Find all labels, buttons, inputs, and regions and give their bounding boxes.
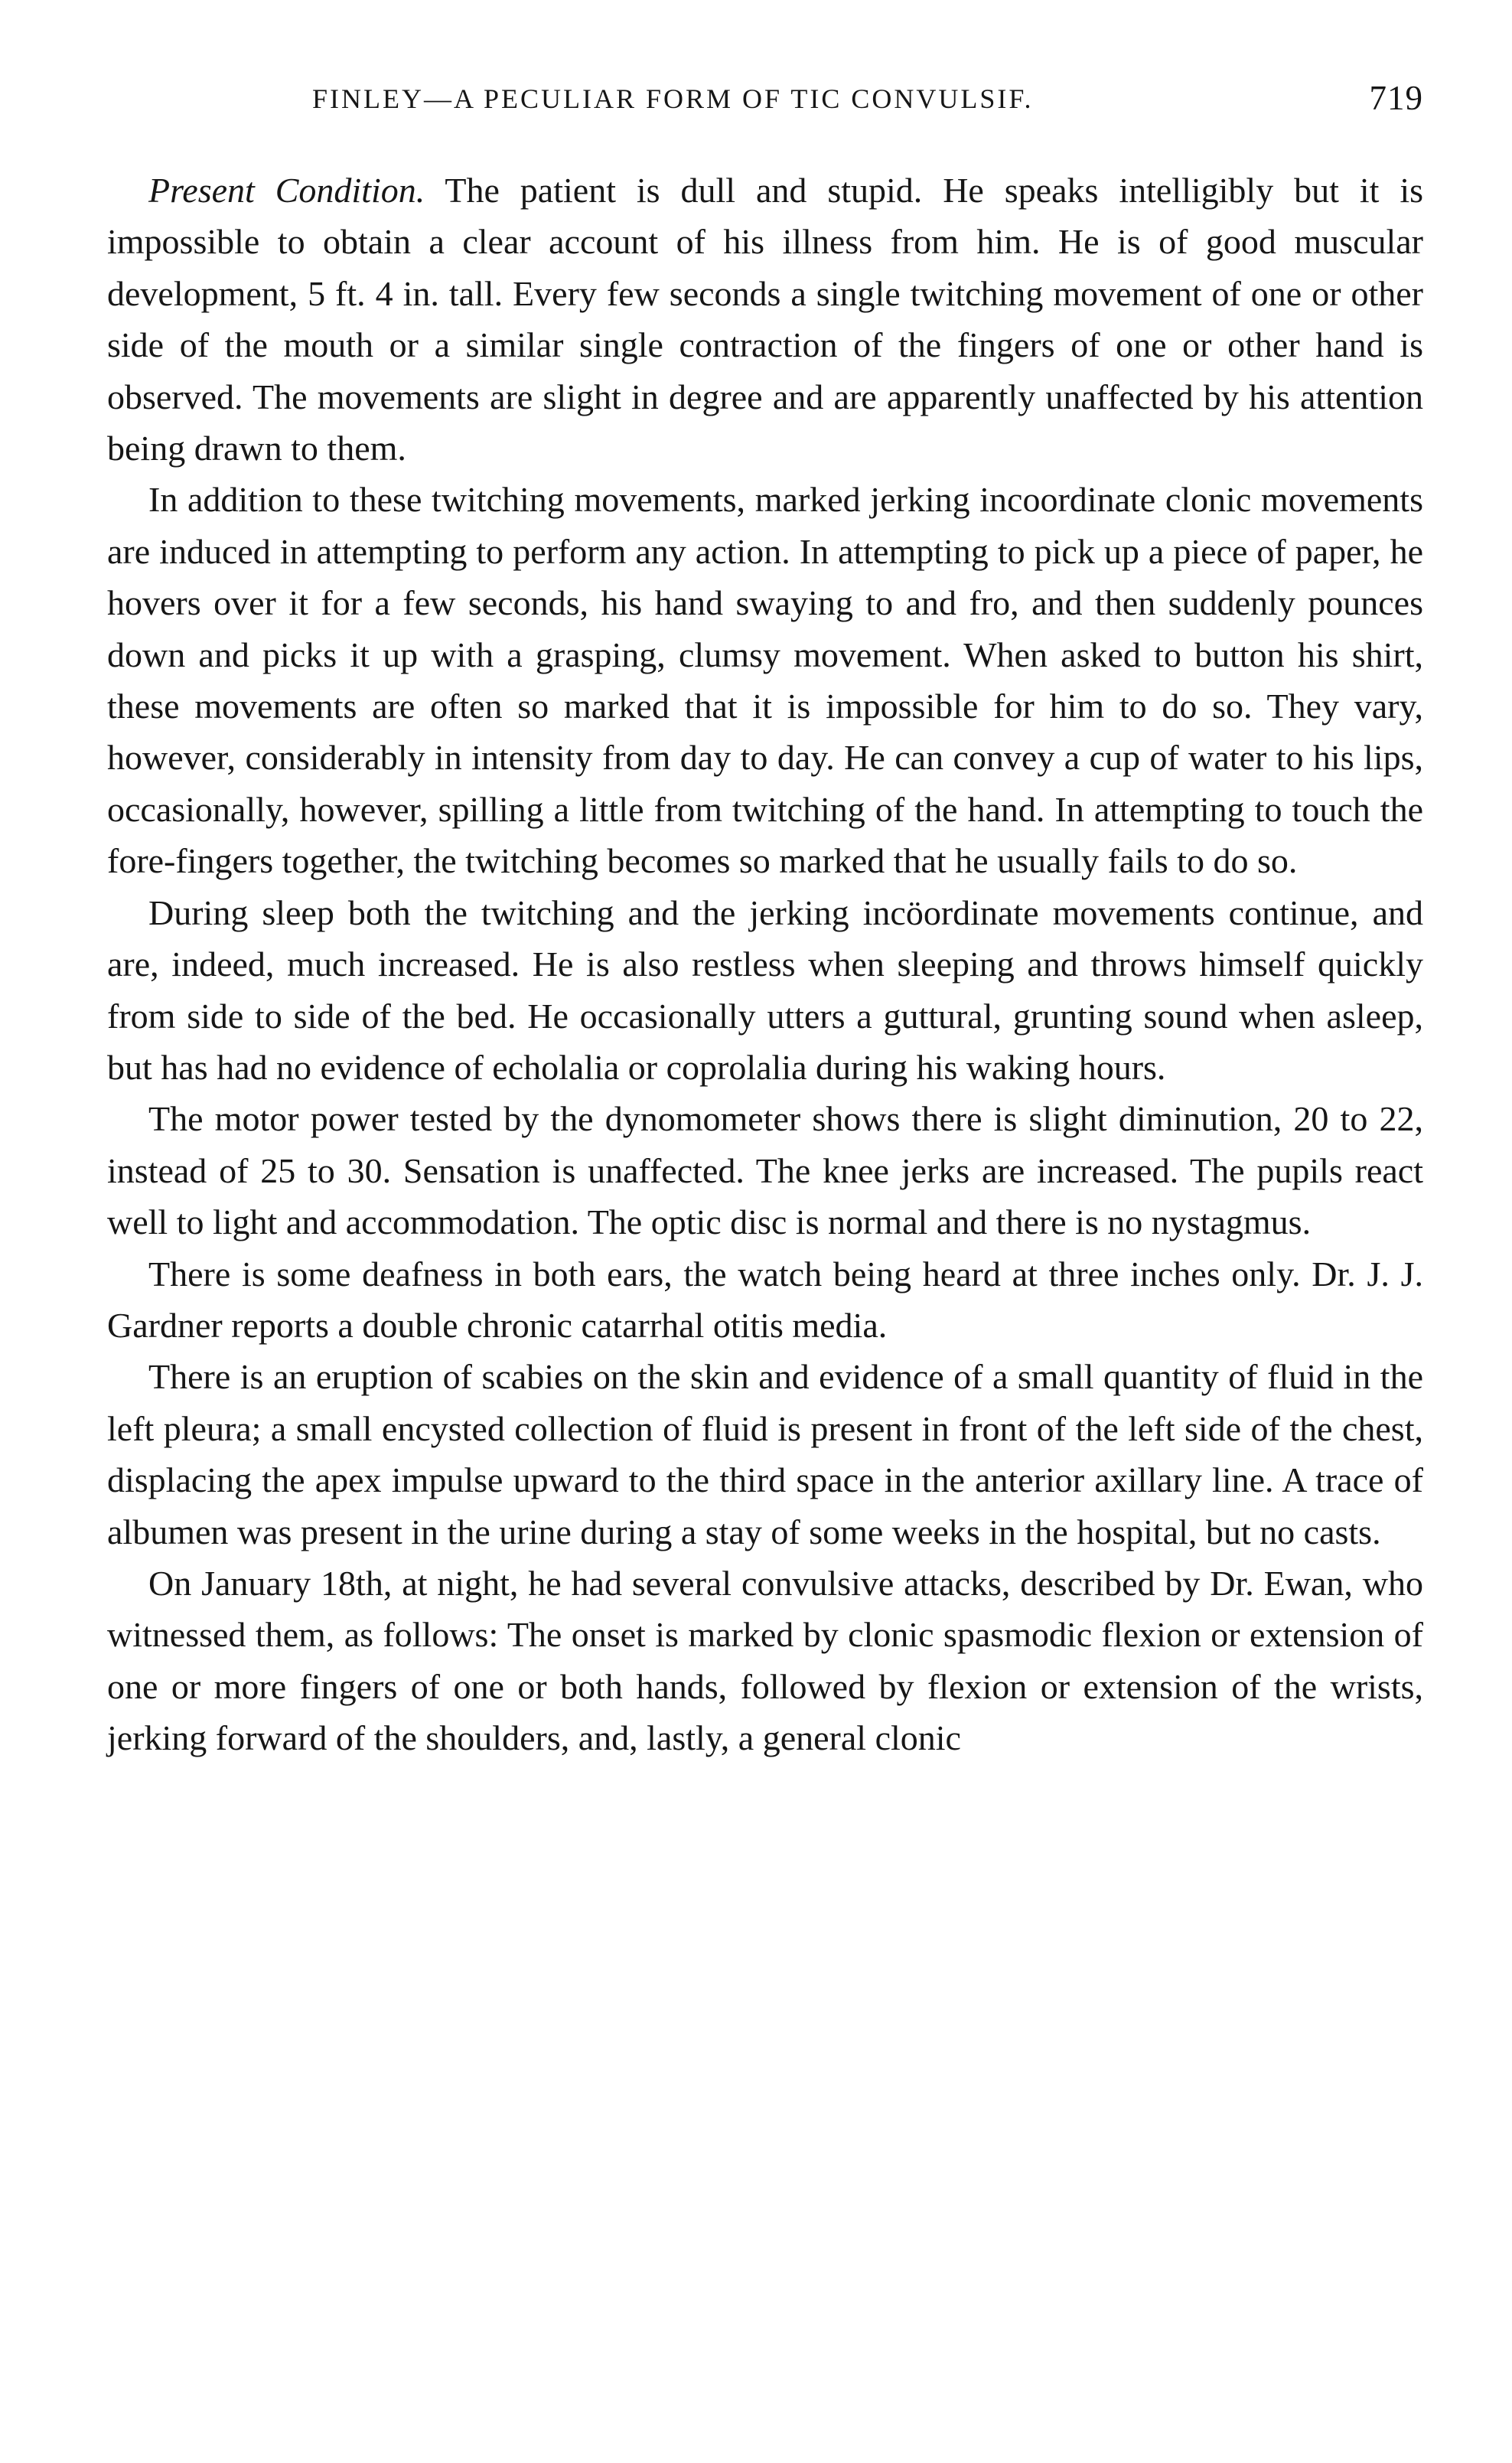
paragraph-lead-in: Present Condition. (148, 171, 425, 210)
paragraph-convulsive-attacks: On January 18th, at night, he had several convulsive attacks, described by Dr. Ewan, who witnessed them, as follows: The onset is marked by clonic spasmodic flexion or extension of one or more fingers of one or both hands, followed by flexion or extension of the wrists, jerking forward of the shoulders, and, lastly, a general clonic (107, 1563, 1423, 1758)
paragraph-motor-power: The motor power tested by the dynomometer shows there is slight diminution, 20 to 22, instead of 25 to 30. Sensation is unaffected. The knee jerks are increased. The pupils react well to light and accommodation. The optic disc is normal and there is no nystagmus. (107, 1099, 1423, 1242)
running-header (107, 78, 1423, 132)
running-title: FINLEY—A PECULIAR FORM OF TIC CONVULSIF. (312, 83, 1034, 114)
body-text (107, 165, 1423, 1764)
paragraph-twitching-movements: In addition to these twitching movements, marked jerking incoordinate clonic movements are induced in attempting to perform any action. In attempting to pick up a piece of paper, he hovers over it for a few seconds, his hand swaying to and fro, and then suddenly pounces down and picks it up with a grasping, clumsy movement. When asked to button his shirt, these movements are often so marked that it is impossible for him to do so. They vary, however, considerably in intensity from day to day. He can convey a cup of water to his lips, occasionally, however, spilling a little from twitching of the hand. In attempting to touch the fore-fingers together, the twitching becomes so marked that he usually fails to do so. (107, 480, 1423, 881)
paragraph-scabies: There is an eruption of scabies on the skin and evidence of a small quantity of fluid in the left pleura; a small encysted collection of fluid is present in front of the left side of the chest, displacing the apex impulse upward to the third space in the anterior axillary line. A trace of albumen was present in the urine during a stay of some weeks in the hospital, but no casts. (107, 1357, 1423, 1551)
paragraph-sleep: During sleep both the twitching and the jerking incöordinate movements continue, and are, indeed, much increased. He is also restless when sleeping and throws himself quickly from side to side of the bed. He occasionally utters a guttural, grunting sound when asleep, but has had no evidence of echolalia or coprolalia during his waking hours. (107, 892, 1423, 1087)
paragraph-text: The patient is dull and stupid. He speaks intelligibly but it is impossible to obtain a clear account of his illness from him. He is of good muscular development, 5 ft. 4 in. tall. Every few seconds a single twitching movement of one or other side of the mouth or a similar single contraction of the fingers of one or other hand is observed. The movements are slight in degree and are apparently unaffected by his attention being drawn to them. (107, 171, 1423, 468)
page-number: 719 (1369, 79, 1423, 117)
paragraph-deafness: There is some deafness in both ears, the watch being heard at three inches only. Dr. J. J. Gardner reports a double chronic catarrhal otitis media. (107, 1254, 1423, 1345)
paragraph-present-condition (107, 165, 1423, 474)
